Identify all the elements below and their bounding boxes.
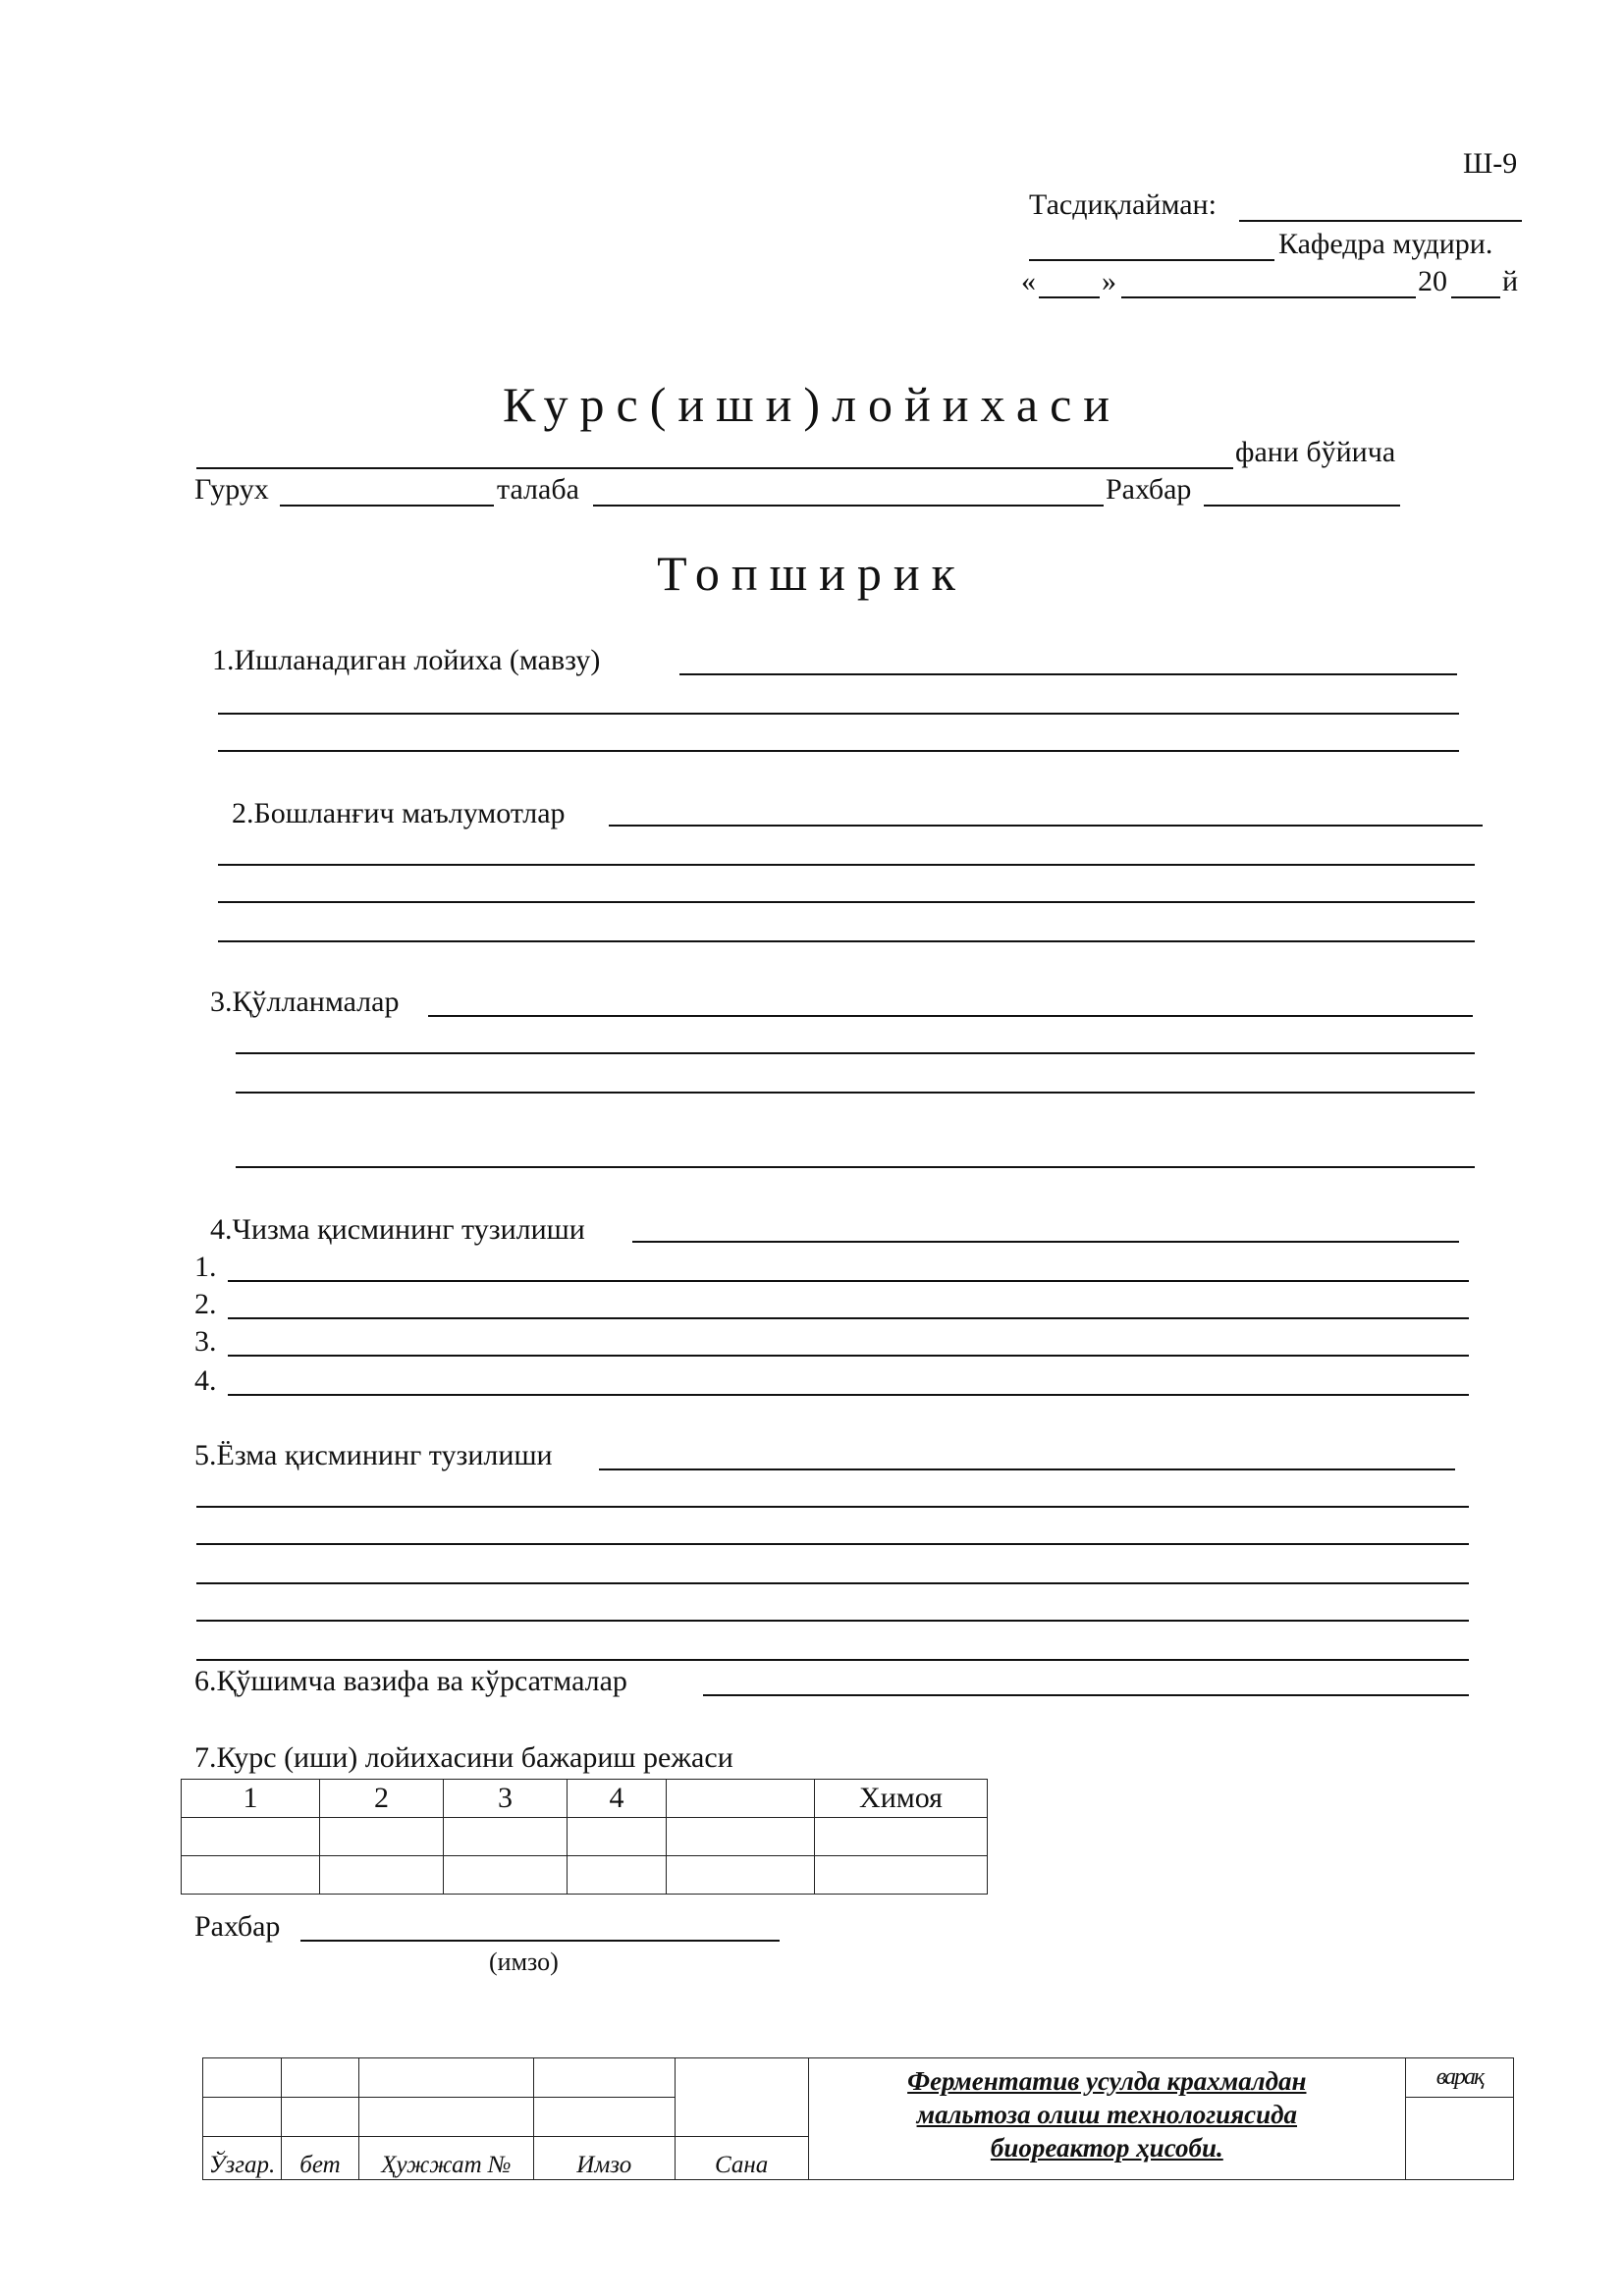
sheet-label: варақ	[1406, 2058, 1514, 2098]
section-4-line	[632, 1241, 1459, 1243]
subject-suffix: фани бўйича	[1235, 436, 1396, 468]
stamp-label-date: Сана	[675, 2137, 808, 2180]
title-block	[202, 2057, 1514, 2180]
subject-line	[196, 467, 1233, 469]
stamp-label-page: бет	[281, 2137, 358, 2180]
date-close-quote: »	[1102, 265, 1116, 297]
document-subject-line: мальтоза олиш технологиясида	[916, 2100, 1298, 2129]
supervisor-label: Рахбар	[1106, 473, 1192, 506]
plan-table-cell[interactable]	[815, 1856, 988, 1895]
student-line	[593, 505, 1104, 507]
sheet-number-cell	[1406, 2098, 1514, 2180]
plan-table-cell[interactable]	[182, 1856, 320, 1895]
stamp-cell	[281, 2058, 358, 2098]
group-line	[280, 505, 494, 507]
section-3-line	[236, 1052, 1475, 1054]
stamp-cell	[358, 2098, 533, 2137]
head-label: Кафедра мудири.	[1278, 228, 1493, 260]
signature-line	[300, 1940, 780, 1942]
plan-table-header-cell: 2	[320, 1780, 444, 1818]
document-subject-line: биореактор ҳисоби.	[990, 2133, 1223, 2163]
stamp-cell	[203, 2098, 282, 2137]
plan-table-cell[interactable]	[568, 1856, 667, 1895]
stamp-cell	[533, 2098, 675, 2137]
plan-table-cell[interactable]	[667, 1818, 815, 1856]
stamp-cell	[533, 2058, 675, 2098]
student-label: талаба	[497, 473, 579, 506]
section-6-line	[703, 1694, 1469, 1696]
plan-table-header-cell: 3	[444, 1780, 568, 1818]
section-7-label: 7.Курс (иши) лойихасини бажариш режаси	[194, 1741, 733, 1774]
plan-table-cell[interactable]	[444, 1818, 568, 1856]
plan-table-cell[interactable]	[182, 1818, 320, 1856]
section-1-line	[218, 713, 1459, 715]
plan-table-cell[interactable]	[815, 1818, 988, 1856]
section-2-line	[218, 901, 1475, 903]
plan-table-cell[interactable]	[667, 1856, 815, 1895]
date-day-line	[1039, 296, 1100, 298]
section-5-label: 5.Ёзма қисмининг тузилиши	[194, 1439, 553, 1471]
date-month-line	[1121, 296, 1416, 298]
plan-table-header-cell: 4	[568, 1780, 667, 1818]
signature-label: Рахбар	[194, 1910, 281, 1943]
document-subject-line: Ферментатив усулда крахмалдан	[907, 2066, 1307, 2096]
section-3-line	[236, 1166, 1475, 1168]
stamp-cell	[203, 2058, 282, 2098]
section-4-label: 4.Чизма қисмининг тузилиши	[210, 1213, 585, 1246]
year-line	[1451, 296, 1500, 298]
section-5-line	[196, 1582, 1469, 1584]
section-2-label: 2.Бошланғич маълумотлар	[232, 797, 566, 829]
document-title: Курс(иши)лойихаси	[502, 377, 1122, 432]
section-5-line	[196, 1506, 1469, 1508]
plan-table-cell[interactable]	[568, 1818, 667, 1856]
stamp-label-signature: Имзо	[533, 2137, 675, 2180]
section-4-item-line	[228, 1317, 1469, 1319]
group-label: Гурух	[194, 473, 269, 506]
section-5-line	[196, 1659, 1469, 1661]
task-title: Топширик	[657, 546, 967, 601]
stamp-label-document-no: Ҳужжат №	[358, 2137, 533, 2180]
section-5-line	[196, 1543, 1469, 1545]
stamp-cell	[358, 2058, 533, 2098]
stamp-label-change: Ўзгар.	[203, 2137, 282, 2180]
section-4-item-number: 1.	[194, 1251, 217, 1283]
section-2-line	[218, 864, 1475, 866]
section-3-line	[236, 1092, 1475, 1094]
plan-table-row	[182, 1856, 988, 1895]
section-1-line	[679, 673, 1457, 675]
section-2-line	[218, 940, 1475, 942]
year-suffix: й	[1502, 265, 1519, 297]
plan-table	[181, 1779, 988, 1895]
approve-label: Тасдиқлайман:	[1029, 188, 1217, 221]
signature-caption: (имзо)	[489, 1948, 559, 1976]
section-4-item-line	[228, 1280, 1469, 1282]
document-subject-title	[808, 2058, 1405, 2180]
plan-table-cell[interactable]	[320, 1856, 444, 1895]
head-name-line	[1029, 259, 1274, 261]
stamp-cell	[281, 2098, 358, 2137]
section-3-line	[428, 1015, 1473, 1017]
section-4-item-line	[228, 1355, 1469, 1357]
section-2-line	[609, 825, 1483, 827]
plan-table-cell[interactable]	[320, 1818, 444, 1856]
section-4-item-number: 3.	[194, 1325, 217, 1358]
section-4-item-number: 4.	[194, 1364, 217, 1397]
plan-table-header-cell	[667, 1780, 815, 1818]
section-4-item-line	[228, 1394, 1469, 1396]
stamp-cell	[675, 2058, 808, 2137]
plan-table-header-row	[182, 1780, 988, 1818]
form-code: Ш-9	[1463, 147, 1518, 180]
plan-table-row	[182, 1818, 988, 1856]
section-1-line	[218, 750, 1459, 752]
section-1-label: 1.Ишланадиган лойиха (мавзу)	[212, 644, 601, 676]
section-3-label: 3.Қўлланмалар	[210, 986, 400, 1018]
section-6-label: 6.Қўшимча вазифа ва кўрсатмалар	[194, 1665, 627, 1697]
section-4-item-number: 2.	[194, 1288, 217, 1320]
plan-table-header-cell: 1	[182, 1780, 320, 1818]
section-5-line	[196, 1620, 1469, 1622]
approve-signature-line	[1239, 220, 1522, 222]
supervisor-line	[1204, 505, 1400, 507]
plan-table-header-cell: Химоя	[815, 1780, 988, 1818]
plan-table-cell[interactable]	[444, 1856, 568, 1895]
section-5-line	[599, 1468, 1455, 1470]
year-prefix: 20	[1418, 265, 1447, 297]
date-open-quote: «	[1021, 265, 1036, 297]
